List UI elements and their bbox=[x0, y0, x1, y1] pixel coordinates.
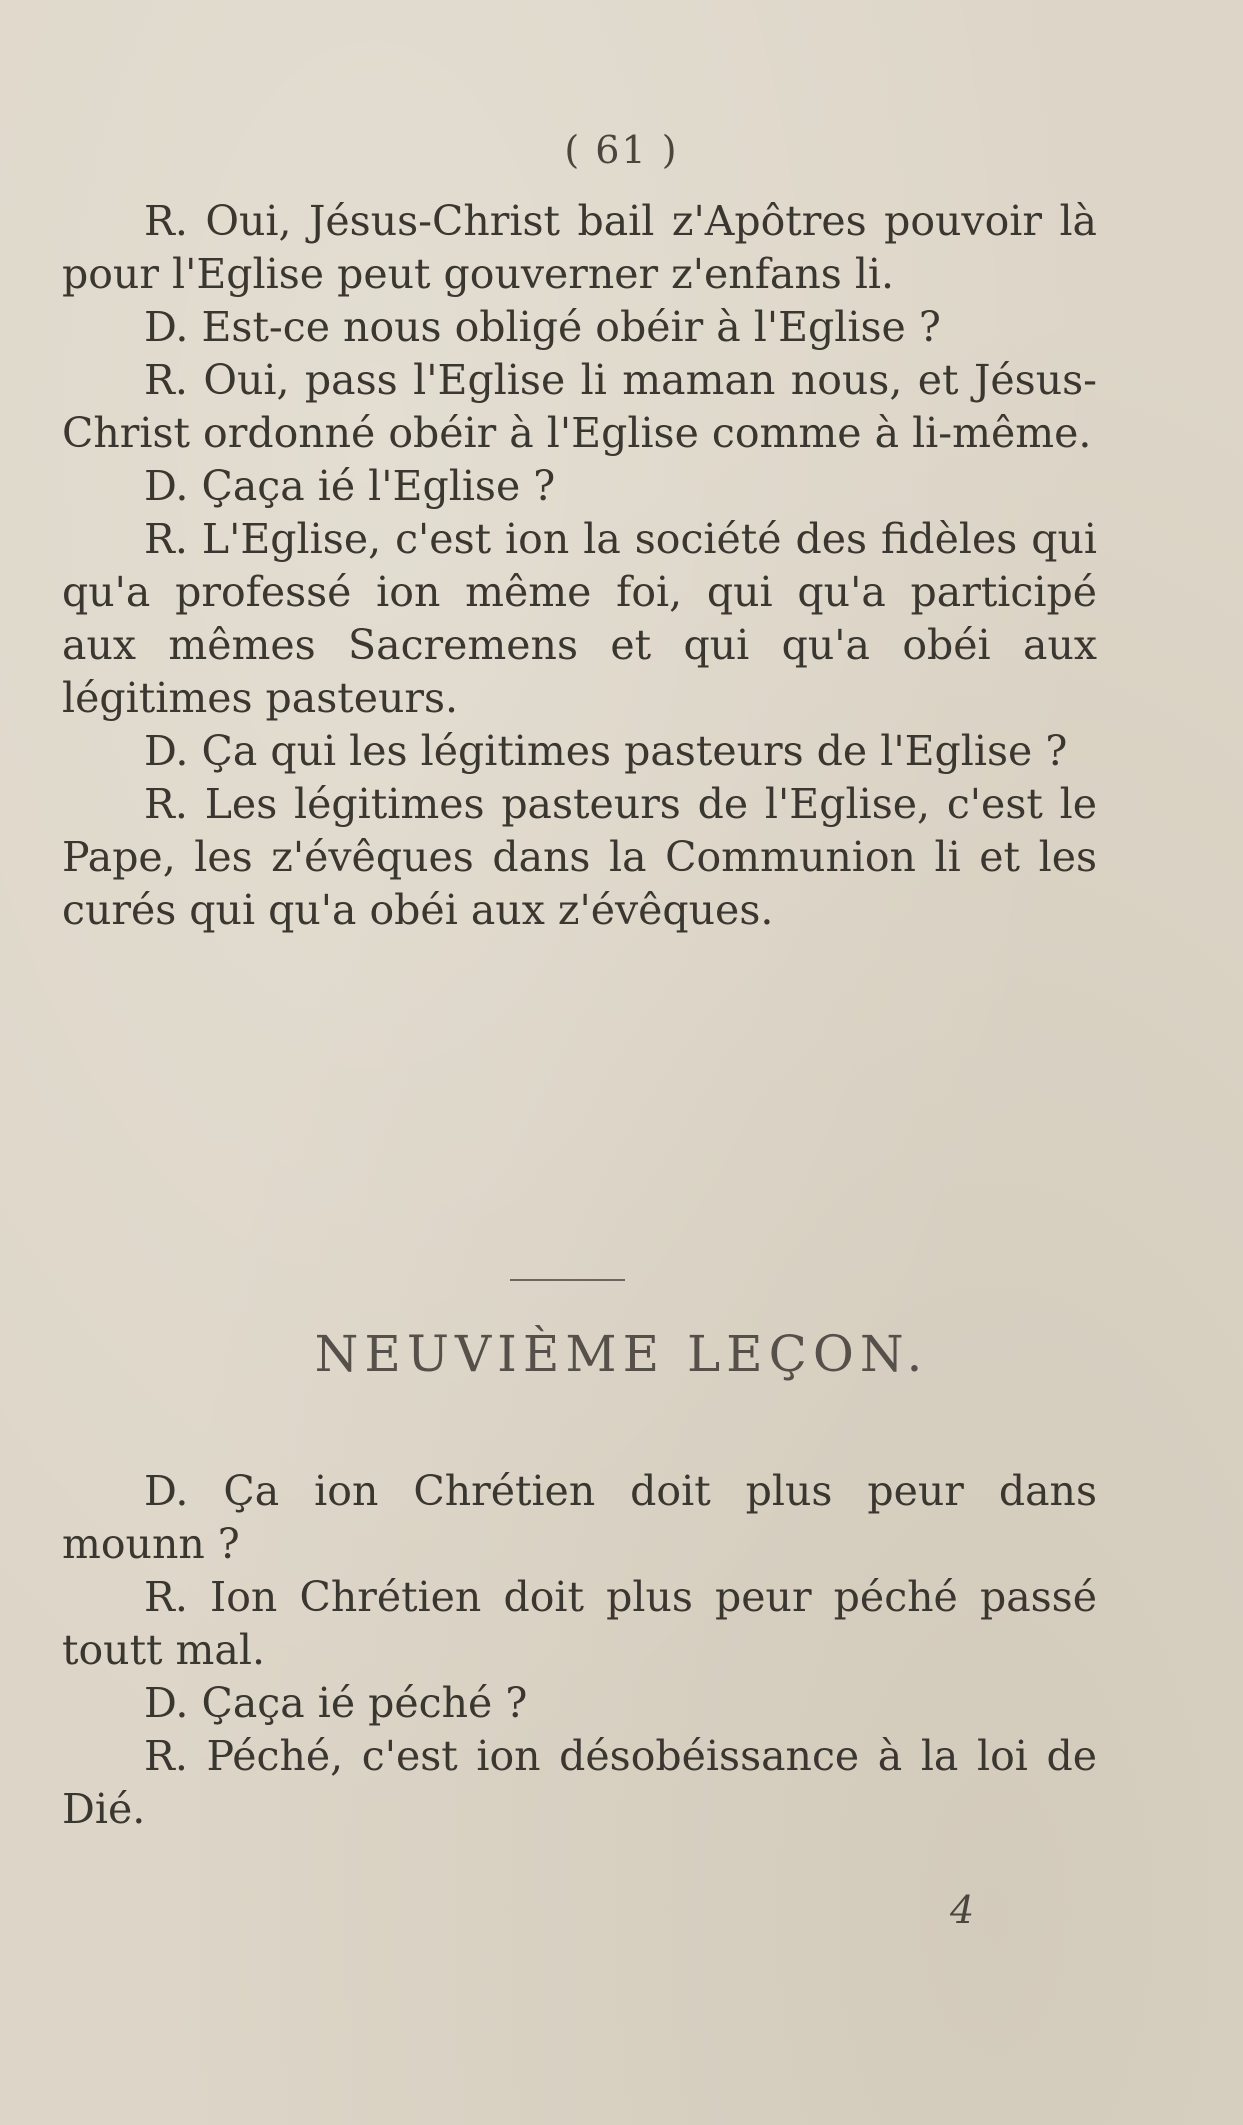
answer-label: R. bbox=[144, 1573, 211, 1621]
paragraph-answer bbox=[62, 354, 1097, 460]
paragraph-question bbox=[62, 460, 1097, 513]
lesson-title: NEUVIÈME LEÇON. bbox=[314, 1325, 929, 1383]
section-divider bbox=[510, 1279, 625, 1281]
answer-label: R. bbox=[144, 356, 204, 404]
answer-text: Les légitimes pasteurs de l'Eglise, c'est le Pape, les z'évêques dans la Communion li et les curés qui qu'a obéi aux z'évêques. bbox=[62, 780, 1097, 934]
question-text: Çaça ié péché ? bbox=[201, 1679, 528, 1727]
answer-text: L'Eglise, c'est ion la société des fidèles qui qu'a professé ion même foi, qui qu'a participé aux mêmes Sacremens et qui qu'a obéi aux légitimes pasteurs. bbox=[62, 515, 1097, 722]
answer-label: R. bbox=[144, 1732, 207, 1780]
catechism-section-1 bbox=[62, 195, 1097, 937]
paragraph-answer bbox=[62, 1571, 1097, 1677]
catechism-section-2 bbox=[62, 1465, 1097, 1836]
paragraph-answer bbox=[62, 195, 1097, 301]
signature-mark: 4 bbox=[950, 1888, 975, 1932]
paragraph-question bbox=[62, 1465, 1097, 1571]
question-text: Ça qui les légitimes pasteurs de l'Eglise ? bbox=[201, 727, 1068, 775]
question-label: D. bbox=[144, 1467, 224, 1515]
question-text: Est-ce nous obligé obéir à l'Eglise ? bbox=[201, 303, 941, 351]
paragraph-question bbox=[62, 1677, 1097, 1730]
paragraph-answer bbox=[62, 513, 1097, 725]
answer-text: Péché, c'est ion désobéissance à la loi de Dié. bbox=[62, 1732, 1097, 1833]
answer-label: R. bbox=[144, 515, 202, 563]
question-label: D. bbox=[144, 1679, 202, 1727]
answer-text: Ion Chrétien doit plus peur péché passé toutt mal. bbox=[62, 1573, 1097, 1674]
paragraph-answer bbox=[62, 1730, 1097, 1836]
question-label: D. bbox=[144, 462, 202, 510]
answer-text: Oui, Jésus-Christ bail z'Apôtres pouvoir là pour l'Eglise peut gouverner z'enfans li. bbox=[62, 197, 1097, 298]
answer-label: R. bbox=[144, 780, 205, 828]
paragraph-question bbox=[62, 301, 1097, 354]
answer-label: R. bbox=[144, 197, 206, 245]
paragraph-answer bbox=[62, 778, 1097, 937]
answer-text: Oui, pass l'Eglise li maman nous, et Jésus-Christ ordonné obéir à l'Eglise comme à li-même. bbox=[62, 356, 1097, 457]
question-text: Çaça ié l'Eglise ? bbox=[201, 462, 556, 510]
question-label: D. bbox=[144, 727, 202, 775]
page-number: ( 61 ) bbox=[564, 128, 679, 172]
question-text: Ça ion Chrétien doit plus peur dans mounn ? bbox=[62, 1467, 1097, 1568]
paragraph-question bbox=[62, 725, 1097, 778]
question-label: D. bbox=[144, 303, 202, 351]
